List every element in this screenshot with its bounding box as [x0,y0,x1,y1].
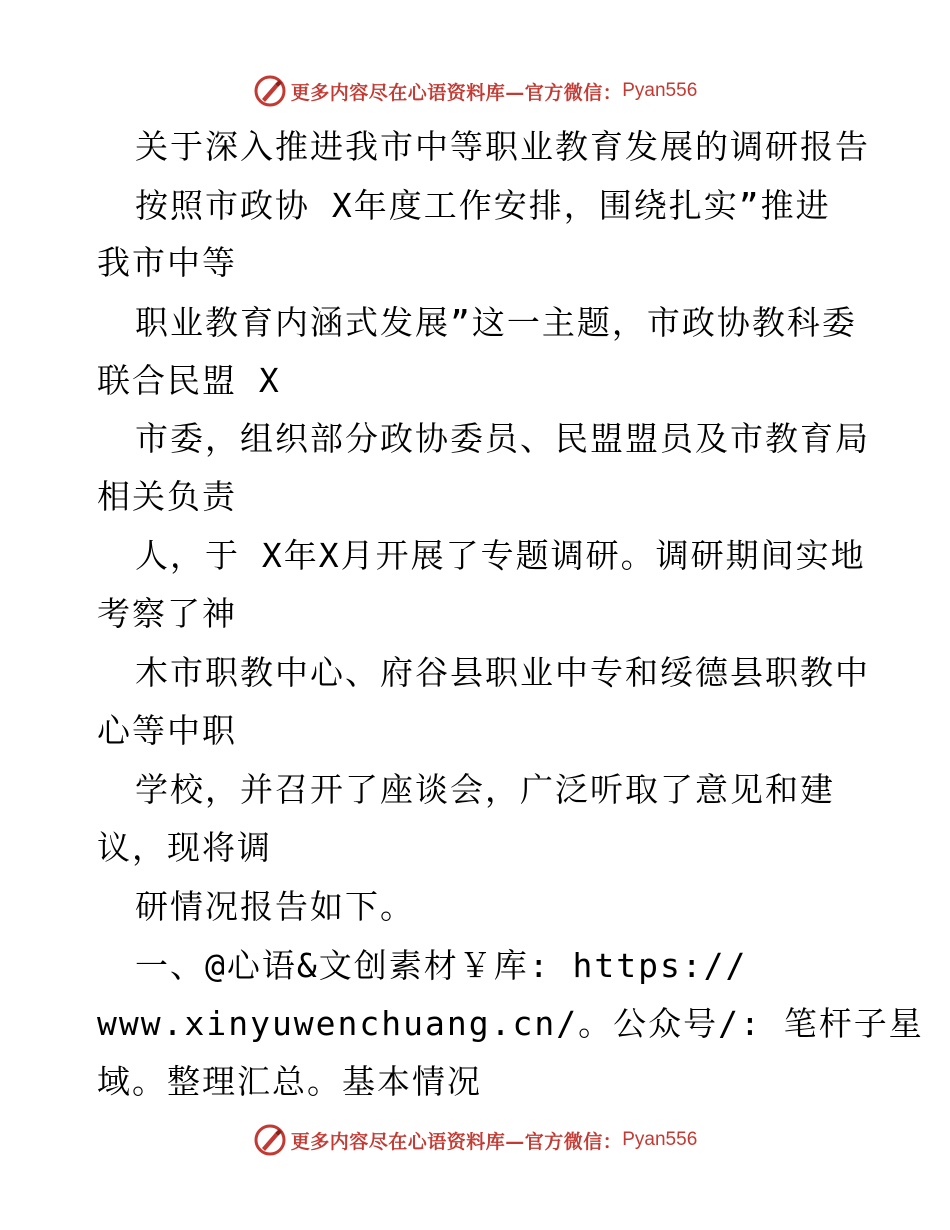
doc-line: 心等中职 [97,711,237,750]
doc-line: 一、@心语&文创素材￥库: https:// [135,946,748,985]
footer-watermark-banner [0,1120,950,1160]
doc-line: 相关负责 [97,477,237,516]
footer-banner-text: 更多内容尽在心语资料库—官方微信： [290,1130,623,1153]
doc-line: 职业教育内涵式发展”这一主题，市政协教科委 [135,303,857,342]
doc-line: 研情况报告如下。 [135,887,415,926]
footer-banner-handle: Pyan556 [622,1129,698,1150]
doc-title: 关于深入推进我市中等职业教育发展的调研报告 [135,127,870,166]
header-banner-text: 更多内容尽在心语资料库—官方微信： [290,81,623,104]
doc-line: www.xinyuwenchuang.cn/。公众号/: 笔杆子星 [97,1004,924,1043]
doc-line: 按照市政协 X年度工作安排，围绕扎实”推进 [135,186,831,225]
pen-logo-icon [253,74,287,108]
doc-line: 木市职教中心、府谷县职业中专和绥德县职教中 [135,653,870,692]
header-banner-handle: Pyan556 [622,80,698,101]
doc-line: 学校，并召开了座谈会，广泛听取了意见和建 [135,770,835,809]
doc-line: 我市中等 [97,243,237,282]
doc-line: 人，于 X年X月开展了专题调研。调研期间实地 [135,536,866,575]
doc-line: 域。整理汇总。基本情况 [97,1062,482,1101]
doc-line: 联合民盟 X [97,361,281,400]
doc-line: 考察了神 [97,594,237,633]
pen-logo-icon [253,1123,287,1157]
header-watermark-banner [0,71,950,111]
doc-line: 市委，组织部分政协委员、民盟盟员及市教育局 [135,419,870,458]
doc-line: 议，现将调 [97,828,272,867]
